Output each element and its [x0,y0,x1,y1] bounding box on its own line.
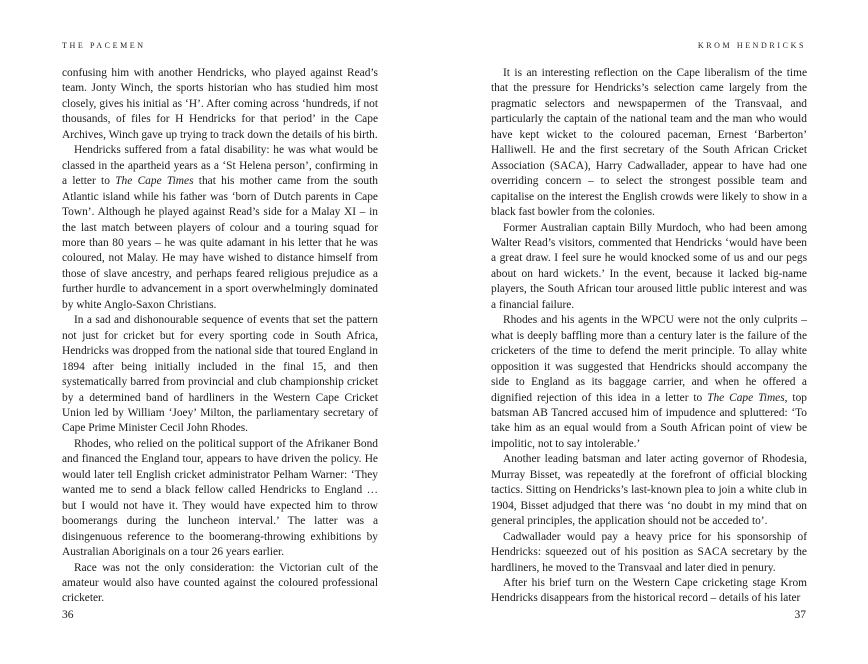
left-paragraph-4: Rhodes, who relied on the political support of the Afrikaner Bond and financed the England tour, appears to have driven the policy. He would later tell English cricket administrator Pelham Warner: ‘They wanted me to send a black fellow called Hendricks to England … but I would not have it. They would have expected him to throw boomerangs during the luncheon interval.’ The latter was a disingenuous reference to the boomerang-throwing exhibitions by Australian Aboriginals on a tour 26 years earlier. [62,437,378,559]
left-running-head: THE PACEMEN [62,41,146,50]
right-page [434,0,868,664]
left-paragraph-3: In a sad and dishonourable sequence of events that set the pattern not just for cricket but for every sporting code in South Africa, Hendricks was dropped from the national side that toured England in 1894 after being initially included in the final 15, and then systematically barred from provincial and club championship cricket by a determined band of hardliners in the Western Cape Cricket Union led by William ‘Joey’ Milton, the parliamentary secretary of Cape Prime Minister Cecil John Rhodes. [62,314,378,435]
left-paragraph-1: confusing him with another Hendricks, who played against Read’s team. Jonty Winch, the sports historian who has studied him most closely, gives his initial as ‘H’. After coming across ‘hundreds, if not thousands, of files for H Hendricks for that period’ in the Cape Archives, Winch gave up trying to track down the details of his birth. [62,67,378,141]
right-body-text [491,66,807,607]
left-body-text [62,66,378,607]
right-paragraph-2: Former Australian captain Billy Murdoch, who had been among Walter Read’s visitors, commented that Hendricks ‘would have been a great draw. I feel sure he would knocked some of us and our pegs about on hard wickets.’ In the event, because it lacked big-name players, the South African tour aroused little public interest and was a financial failure. [491,221,807,311]
right-paragraph-5: Cadwallader would pay a heavy price for his sponsorship of Hendricks: squeezed out of his position as SACA secretary by the hardliners, he moved to the Transvaal and later died in penury. [491,530,807,574]
right-paragraph-6: After his brief turn on the Western Cape cricketing stage Krom Hendricks disappears from the historical record – details of his later [491,576,807,605]
left-page-number: 36 [62,609,74,621]
right-paragraph-3: Rhodes and his agents in the WPCU were not the only culprits – what is deeply baffling more than a century later is the failure of the cricketers of the time to defend the merit principle. To allay white opposition it was suggested that Hendricks should accompany the side to England as its baggage carrier, and when he offered a dignified rejection of this idea in a letter to The Cape Times, top batsman AB Tancred accused him of impudence and spluttered: ‘To take him as an equal would from a South African point of view be impolitic, not to say intolerable.’ [491,314,807,450]
right-running-head: KROM HENDRICKS [697,41,806,50]
right-paragraph-1: It is an interesting reflection on the Cape liberalism of the time that the pressure for Hendricks’s selection came largely from the pragmatic selectors and newspapermen of the Transvaal, and particularly the captain of the national team and the man who would have kept wicket to the coloured paceman, Ernest ‘Barberton’ Halliwell. He and the first secretary of the South African Cricket Association (SACA), Harry Cadwallader, appear to have had one overriding concern – to select the strongest possible team and capitalise on the interest the English crowds were likely to show in a black fast bowler from the colonies. [491,67,807,219]
right-page-number: 37 [794,609,806,621]
left-paragraph-5: Race was not the only consideration: the Victorian cult of the amateur would also have counted against the coloured professional cricketer. [62,561,378,605]
left-paragraph-2: Hendricks suffered from a fatal disability: he was what would be classed in the apartheid years as a ‘St Helena person’, confirming in a letter to The Cape Times that his mother came from the south Atlantic island while his father was ‘born of Dutch parents in Cape Town’. Although he played against Read’s side for a Malay XI – in the last match between players of colour and a touring squad for more than 80 years – he was quite adamant in his letter that he was coloured, not Malay. He may have wished to distance himself from those of slave ancestry, and perhaps feared religious prejudice as a further hurdle to advancement in a sport overwhelmingly dominated by white Anglo-Saxon Christians. [62,144,378,311]
right-paragraph-4: Another leading batsman and later acting governor of Rhodesia, Murray Bisset, was repeatedly at the forefront of official blocking tactics. Sitting on Hendricks’s last-known plea to join a white club in 1904, Bisset adjudged that there was ‘no doubt in my mind that on general principles, the application should not be acceded to’. [491,453,807,528]
